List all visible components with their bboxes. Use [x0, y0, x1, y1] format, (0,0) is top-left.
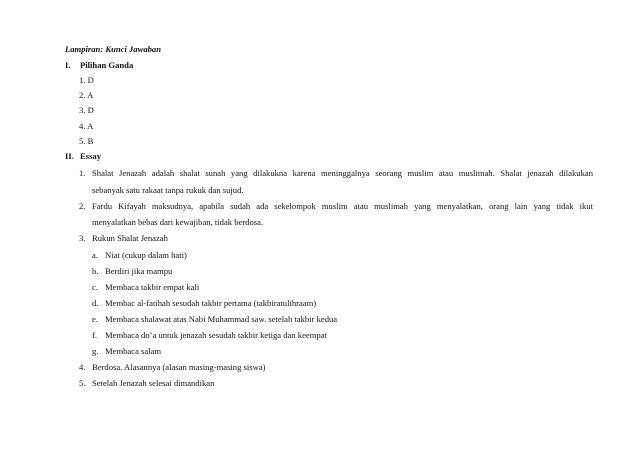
essay-answer-line: Fardu Kifayah maksudnya, apabila sudah ada sekelompok muslim atau muslimah yang menyalatkan, orang lain yang tidak ikut — [92, 201, 593, 211]
answer-item: 4. A — [79, 121, 94, 131]
sub-item-text: Membac al-fatihah sesudah takbir pertama (takbiratulihraam) — [105, 298, 317, 308]
sub-item-letter: d. — [92, 298, 99, 308]
sub-list-item — [92, 282, 199, 293]
sub-list-item — [92, 314, 337, 325]
essay-number: 5. — [79, 378, 86, 388]
answer-item: 1. D — [79, 75, 94, 85]
sub-list-item — [92, 250, 187, 261]
sub-item-letter: b. — [92, 266, 99, 276]
answer-item: 2. A — [79, 90, 94, 100]
essay-answer-line: sebanyak satu rakaat tanpa rukuk dan sujud. — [92, 185, 244, 195]
sub-item-text: Membaca takbir empat kali — [105, 282, 200, 292]
sub-item-text: Berdiri jika mampu — [105, 266, 173, 276]
section-number: I. — [65, 60, 71, 70]
sub-list-item — [92, 298, 316, 309]
sub-item-text: Membaca shalawat atas Nabi Muhammad saw. setelah takbir kedua — [105, 314, 338, 324]
section-title: Pilihan Ganda — [80, 60, 134, 70]
answer-item: 5. B — [79, 136, 94, 146]
sub-item-letter: g. — [92, 346, 99, 356]
sub-item-letter: e. — [92, 314, 98, 324]
section-title: Essay — [80, 151, 102, 161]
answer-item: 3. D — [79, 105, 94, 115]
essay-answer-line: menyalatkan bebas dari kewajiban, tidak berdosa. — [92, 217, 264, 227]
sub-item-letter: f. — [92, 330, 98, 340]
sub-list-item — [92, 330, 327, 341]
sub-item-text: Membaca salam — [105, 346, 162, 356]
section-heading-essay — [65, 151, 101, 162]
essay-number: 4. — [79, 362, 86, 372]
sub-item-letter: a. — [92, 250, 98, 260]
sub-item-text: Membaca do’a untuk jenazah sesudah takbir ketiga dan keempat — [105, 330, 327, 340]
sub-item-letter: c. — [92, 282, 98, 292]
essay-answer-line: Shalat Jenazah adalah shalat sunah yang dilakukna karena meninggalnya seorang muslim atau muslimah. Shalat jenazah dilakukan — [92, 168, 593, 178]
sub-list-item — [92, 266, 172, 277]
essay-answer-line: Setelah Jenazah selesai dimandikan — [92, 378, 215, 388]
essay-number: 2. — [79, 201, 86, 211]
sub-item-text: Niat (cukup dalam hati) — [105, 250, 187, 260]
section-number: II. — [65, 151, 74, 161]
page-title: Lampiran: Kunci Jawaban — [65, 44, 161, 54]
essay-number: 1. — [79, 168, 86, 178]
essay-answer-line: Berdosa. Alasannya (alasan masing-masing siswa) — [92, 362, 266, 372]
sub-list-item — [92, 346, 161, 357]
essay-number: 3. — [79, 233, 86, 243]
essay-answer-line: Rukun Shalat Jenazah — [92, 233, 168, 243]
section-heading-pilihan-ganda — [65, 60, 133, 71]
